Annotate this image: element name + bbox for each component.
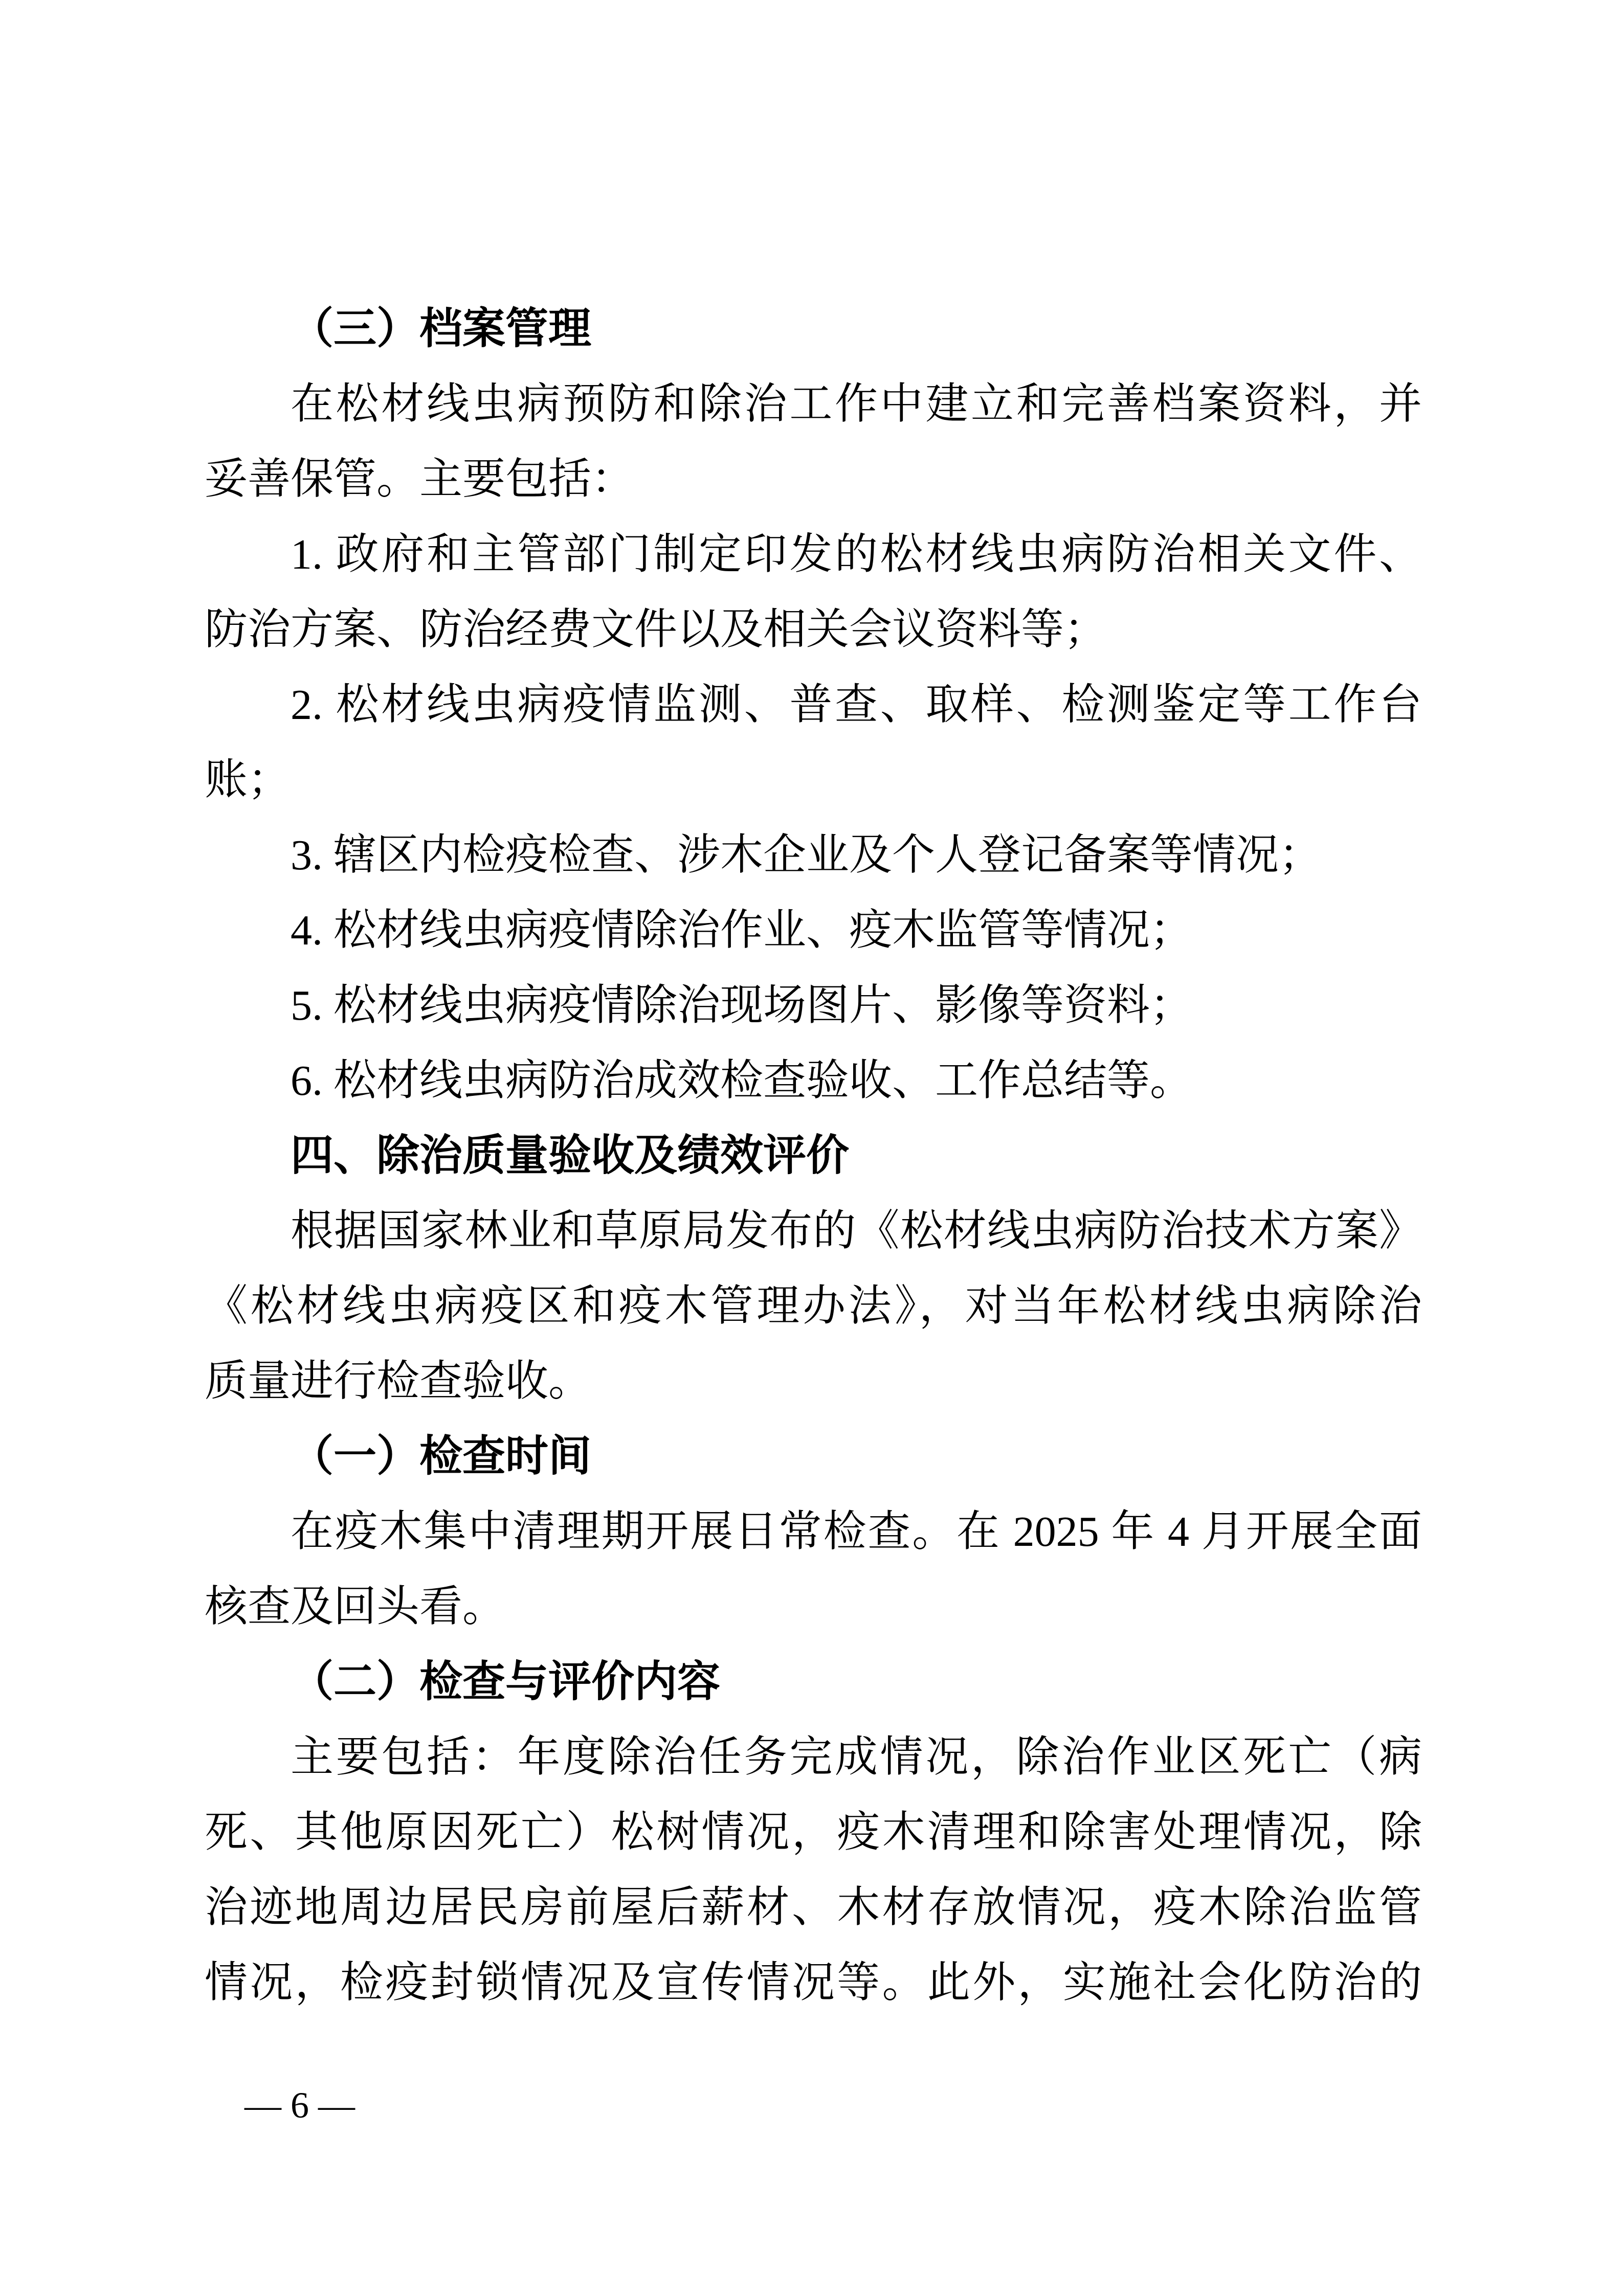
document-body [205, 291, 1422, 2020]
text-line: 妥善保管。主要包括： [205, 456, 635, 503]
heading-line: 四、除治质量验收及绩效评价 [291, 1132, 850, 1180]
text-line: 2. 松材线虫病疫情监测、普查、取样、检测鉴定等工作台 [291, 681, 1422, 729]
text-line: 死、其他原因死亡）松树情况，疫木清理和除害处理情况，除 [205, 1809, 1422, 1856]
text-line: 情况，检疫封锁情况及宣传情况等。此外，实施社会化防治的 [205, 1959, 1422, 2007]
text-line: 核查及回头看。 [205, 1583, 506, 1631]
heading-line: （三）档案管理 [291, 305, 592, 353]
text-line: 账； [205, 756, 291, 804]
heading-line: （一）检查时间 [291, 1433, 592, 1480]
text-line: 主要包括：年度除治任务完成情况，除治作业区死亡（病 [291, 1734, 1422, 1781]
text-line: 1. 政府和主管部门制定印发的松材线虫病防治相关文件、 [291, 531, 1422, 578]
text-line: 根据国家林业和草原局发布的《松材线虫病防治技术方案》 [291, 1207, 1422, 1255]
text-line: 6. 松材线虫病防治成效检查验收、工作总结等。 [291, 1057, 1193, 1105]
heading-line: （二）检查与评价内容 [291, 1658, 721, 1706]
text-line: 质量进行检查验收。 [205, 1358, 592, 1405]
text-line: 治迹地周边居民房前屋后薪材、木材存放情况，疫木除治监管 [205, 1884, 1422, 1931]
text-line: 5. 松材线虫病疫情除治现场图片、影像等资料； [291, 982, 1193, 1029]
text-line: 3. 辖区内检疫检查、涉木企业及个人登记备案等情况； [291, 831, 1322, 879]
text-line: 4. 松材线虫病疫情除治作业、疫木监管等情况； [291, 907, 1193, 954]
text-line: 《松材线虫病疫区和疫木管理办法》，对当年松材线虫病除治 [205, 1282, 1422, 1330]
page-number: — 6 — [244, 2085, 355, 2126]
text-line: 在疫木集中清理期开展日常检查。在 2025 年 4 月开展全面 [291, 1508, 1422, 1556]
text-line: 在松材线虫病预防和除治工作中建立和完善档案资料，并 [291, 380, 1422, 428]
text-line: 防治方案、防治经费文件以及相关会议资料等； [205, 606, 1107, 654]
